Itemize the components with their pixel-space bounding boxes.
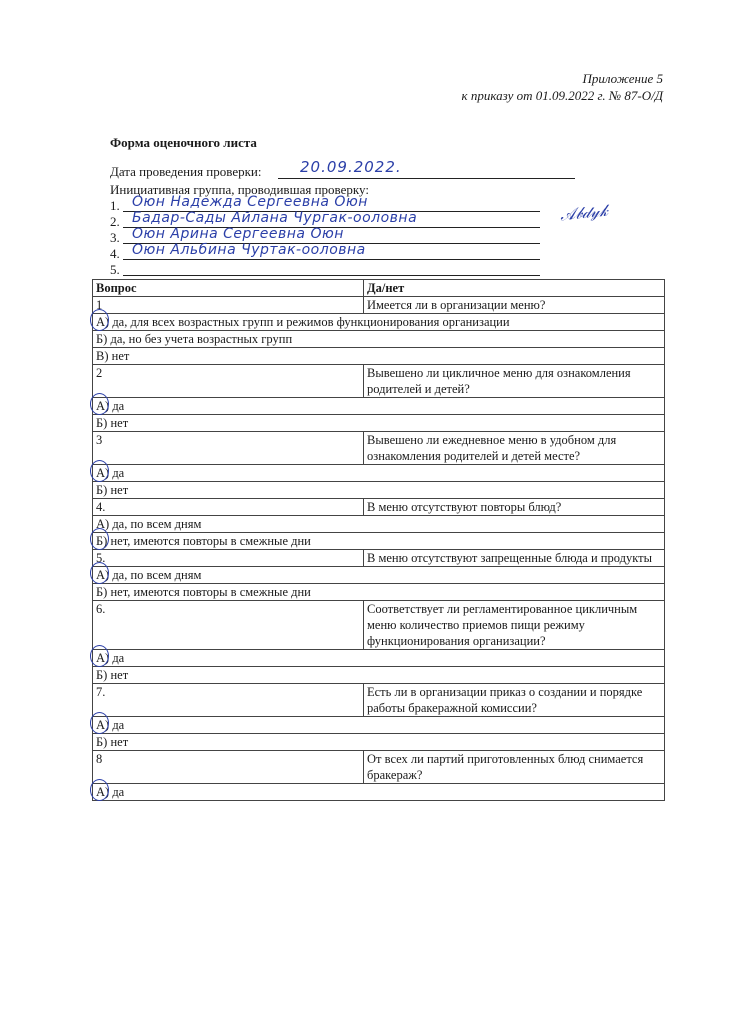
option-label: Б) да, но без учета возрастных групп [96,332,293,346]
answer-option[interactable] [93,717,665,734]
table-header-row [93,280,665,297]
selected-circle-mark [90,779,109,801]
option-label: А) да [96,466,125,480]
question-number: 3 [93,432,364,465]
question-text: Есть ли в организации приказ о создании и порядке работы бракеражной комиссии? [364,684,665,717]
question-number: 8 [93,751,364,784]
group-label: Инициативная группа, проводившая проверку: [110,182,369,197]
question-text: В меню отсутствуют повторы блюд? [364,499,665,516]
form-title: Форма оценочного листа [110,135,257,150]
header-yes-no: Да/нет [364,280,665,297]
appendix-header [462,70,664,104]
option-row[interactable] [93,348,665,365]
question-number: 5. [93,550,364,567]
question-row [93,365,665,398]
questions-table [92,279,665,801]
answer-option[interactable] [93,584,665,601]
member-name: Оюн Арина Сергеевна Оюн [132,226,344,242]
answer-option[interactable] [93,516,665,533]
date-value: 20.09.2022. [300,158,402,176]
option-row[interactable] [93,415,665,432]
option-label: А) да [96,718,125,732]
answer-option[interactable] [93,331,665,348]
signature: 𝒜𝒷𝒹𝓎𝓀 [559,200,609,225]
answer-option[interactable] [93,398,665,415]
question-number: 2 [93,365,364,398]
option-row[interactable] [93,482,665,499]
member-name: Бадар-Сады Айлана Чургак-ооловна [132,210,418,226]
selected-circle-mark [90,712,109,734]
answer-option[interactable] [93,784,665,801]
member-number: 1. [110,198,120,213]
question-number: 4. [93,499,364,516]
answer-option[interactable] [93,314,665,331]
question-row [93,601,665,650]
option-label: А) да, для всех возрастных групп и режимов функционирования организации [96,315,510,329]
appendix-line-2: к приказу от 01.09.2022 г. № 87-О/Д [461,88,663,103]
answer-option[interactable] [93,348,665,365]
option-label: Б) нет [96,483,129,497]
option-row[interactable] [93,734,665,751]
question-number: 1 [93,297,364,314]
member-row[interactable] [110,242,540,262]
question-text: Вывешено ли ежедневное меню в удобном для ознакомления родителей и детей месте? [364,432,665,465]
answer-option[interactable] [93,667,665,684]
selected-circle-mark [90,460,109,482]
question-text: От всех ли партий приготовленных блюд снимается бракераж? [364,751,665,784]
member-number: 4. [110,246,120,261]
selected-circle-mark [90,528,109,550]
appendix-line-1: Приложение 5 [582,71,663,86]
question-text: Вывешено ли цикличное меню для ознакомления родителей и детей? [364,365,665,398]
option-row[interactable] [93,331,665,348]
answer-option[interactable] [93,734,665,751]
option-row[interactable] [93,667,665,684]
selected-circle-mark [90,645,109,667]
answer-option[interactable] [93,415,665,432]
option-label: Б) нет [96,416,129,430]
option-label: А) да, по всем дням [96,517,202,531]
date-underline [278,178,575,179]
option-row[interactable] [93,314,665,331]
option-row[interactable] [93,584,665,601]
option-label: Б) нет [96,735,129,749]
member-underline [123,259,540,260]
option-row[interactable] [93,533,665,550]
answer-option[interactable] [93,533,665,550]
answer-option[interactable] [93,465,665,482]
date-label: Дата проведения проверки: [110,164,262,179]
option-label: А) да [96,399,125,413]
option-label: Б) нет, имеются повторы в смежные дни [96,534,311,548]
option-label: В) нет [96,349,130,363]
option-row[interactable] [93,717,665,734]
option-label: А) да [96,651,125,665]
member-number: 3. [110,230,120,245]
member-row[interactable] [110,262,540,278]
header-question: Вопрос [93,280,364,297]
option-row[interactable] [93,465,665,482]
question-number: 6. [93,601,364,650]
option-label: А) да [96,785,125,799]
option-row[interactable] [93,516,665,533]
members-list [110,194,540,278]
question-row [93,550,665,567]
selected-circle-mark [90,309,109,331]
option-row[interactable] [93,650,665,667]
question-row [93,751,665,784]
option-row[interactable] [93,784,665,801]
question-text: Соответствует ли регламентированное цикличным меню количество приемов пищи режиму функционирования организации? [364,601,665,650]
option-row[interactable] [93,398,665,415]
option-label: Б) нет [96,668,129,682]
answer-option[interactable] [93,482,665,499]
question-number: 7. [93,684,364,717]
date-field[interactable] [110,158,575,180]
member-underline [123,275,540,276]
question-row [93,499,665,516]
option-label: А) да, по всем дням [96,568,202,582]
option-label: Б) нет, имеются повторы в смежные дни [96,585,311,599]
member-number: 5. [110,262,120,277]
question-row [93,684,665,717]
member-name: Оюн Альбина Чуртак-ооловна [132,242,366,258]
question-text: В меню отсутствуют запрещенные блюда и продукты [364,550,665,567]
question-row [93,297,665,314]
answer-option[interactable] [93,567,665,584]
selected-circle-mark [90,393,109,415]
option-row[interactable] [93,567,665,584]
selected-circle-mark [90,562,109,584]
answer-option[interactable] [93,650,665,667]
question-row [93,432,665,465]
member-number: 2. [110,214,120,229]
member-name: Оюн Надежда Сергеевна Оюн [132,194,368,210]
question-text: Имеется ли в организации меню? [364,297,665,314]
